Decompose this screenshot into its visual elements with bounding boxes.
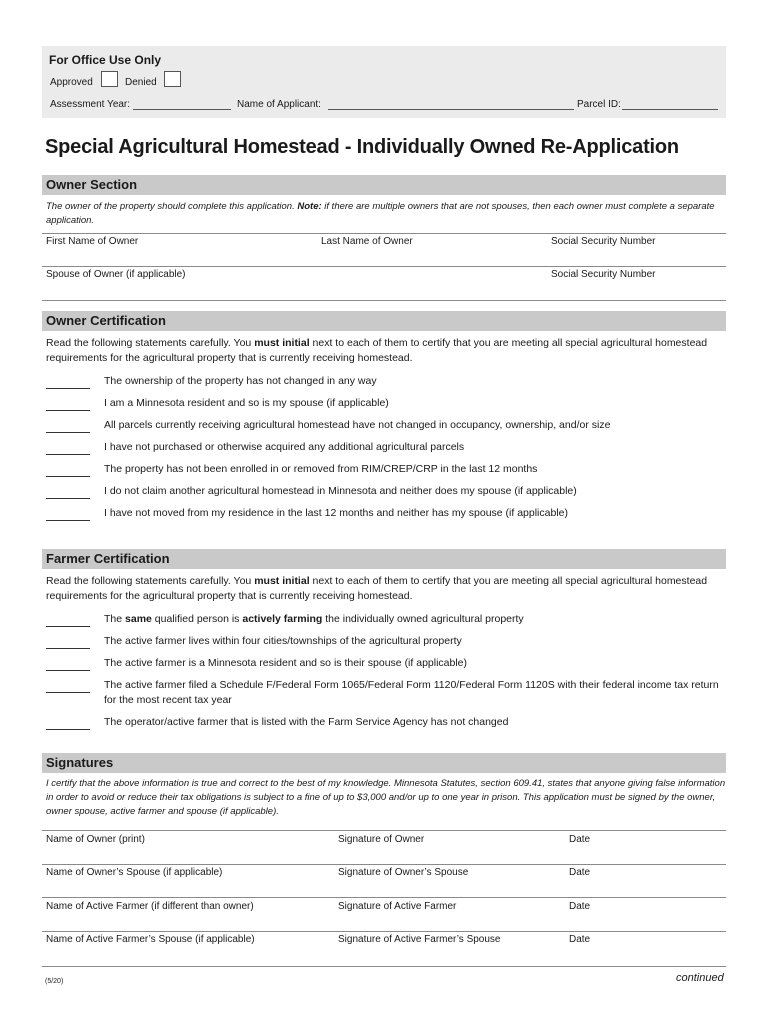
applicant-name-field[interactable]	[328, 108, 574, 110]
farmer-spouse-date-label: Date	[569, 934, 591, 945]
farmer-statement: The active farmer lives within four cities/townships of the agricultural property	[104, 635, 462, 647]
spouse-label: Spouse of Owner (if applicable)	[46, 269, 186, 280]
signatures-heading: Signatures	[46, 755, 114, 770]
spouse-signature-field[interactable]	[42, 897, 726, 898]
farmer-statement: The active farmer filed a Schedule F/Federal Form 1065/Federal Form 1120/Federal Form 1120S with their federal income tax return for the most recent tax year	[104, 679, 719, 706]
initial-field[interactable]	[46, 453, 90, 455]
owner-statement: The property has not been enrolled in or removed from RIM/CREP/CRP in the last 12 months	[104, 463, 538, 475]
divider	[42, 233, 726, 234]
initial-field[interactable]	[46, 625, 90, 627]
assessment-year-label: Assessment Year:	[50, 99, 131, 110]
initial-field[interactable]	[46, 409, 90, 411]
denied-label: Denied	[125, 77, 157, 88]
farmer-spouse-signature-field[interactable]	[42, 966, 726, 967]
signatures-band	[42, 753, 726, 773]
owner-date-label: Date	[569, 834, 591, 845]
initial-field[interactable]	[46, 691, 90, 693]
farmer-spouse-name-label: Name of Active Farmer’s Spouse (if applicable)	[46, 934, 255, 945]
approved-checkbox[interactable]	[101, 71, 118, 87]
farmer-cert-intro: Read the following statements carefully. You must initial next to each of them to certify that you are meeting all special agricultural homestead requirements for the agricultural property that is currently receiving homestead.	[46, 575, 708, 602]
initial-field[interactable]	[46, 519, 90, 521]
denied-checkbox[interactable]	[164, 71, 181, 87]
divider	[42, 830, 726, 831]
assessment-year-field[interactable]	[133, 108, 231, 110]
spouse-field[interactable]	[42, 300, 726, 301]
first-name-label: First Name of Owner	[46, 236, 139, 247]
signatures-statement: I certify that the above information is true and correct to the best of my knowledge. Minnesota Statutes, section 609.41, states that anyone giving false information in order to avoid or reduce their tax obligations is subject to a fine of up to $3,000 and/or up to one year in prison. This application must be signed by the owner, owner spouse, active farmer and spouse (if applicable).	[46, 778, 726, 817]
applicant-name-label: Name of Applicant:	[237, 99, 321, 110]
owner-statement: I have not purchased or otherwise acquired any additional agricultural parcels	[104, 441, 465, 453]
continued-label: continued	[676, 972, 724, 984]
initial-field[interactable]	[46, 387, 90, 389]
farmer-date-label: Date	[569, 901, 591, 912]
farmer-statement: The same qualified person is actively farming the individually owned agricultural property	[104, 613, 524, 625]
initial-field[interactable]	[46, 497, 90, 499]
initial-field[interactable]	[46, 669, 90, 671]
form-revision-code: (5/20)	[45, 978, 64, 985]
owner-instruction: The owner of the property should complete this application. Note: if there are multiple owners that are not spouses, then each owner must complete a separate application.	[46, 201, 715, 226]
owner-section-band	[42, 175, 726, 195]
owner-cert-heading: Owner Certification	[46, 313, 166, 328]
initial-field[interactable]	[46, 475, 90, 477]
office-use-title: For Office Use Only	[49, 53, 162, 67]
farmer-name-label: Name of Active Farmer (if different than owner)	[46, 901, 254, 912]
initial-field[interactable]	[46, 647, 90, 649]
owner-name-label: Name of Owner (print)	[46, 834, 145, 845]
farmer-cert-heading: Farmer Certification	[46, 551, 170, 566]
parcel-id-label: Parcel ID:	[577, 99, 621, 110]
owner-statement: I am a Minnesota resident and so is my spouse (if applicable)	[104, 397, 389, 409]
spouse-signature-label: Signature of Owner’s Spouse	[338, 867, 469, 878]
page-title: Special Agricultural Homestead - Individually Owned Re-Application	[45, 136, 679, 158]
farmer-statement: The operator/active farmer that is listed with the Farm Service Agency has not changed	[104, 716, 509, 728]
farmer-statement: The active farmer is a Minnesota resident and so is their spouse (if applicable)	[104, 657, 468, 669]
owner-statement: I do not claim another agricultural homestead in Minnesota and neither does my spouse (if applicable)	[104, 485, 577, 497]
last-name-label: Last Name of Owner	[321, 236, 413, 247]
owner-statement: I have not moved from my residence in the last 12 months and neither has my spouse (if applicable)	[104, 507, 568, 519]
owner-section-heading: Owner Section	[46, 177, 138, 192]
owner-signature-label: Signature of Owner	[338, 834, 425, 845]
parcel-id-field[interactable]	[622, 108, 718, 110]
initial-field[interactable]	[46, 728, 90, 730]
initial-field[interactable]	[46, 431, 90, 433]
owner-statement: The ownership of the property has not changed in any way	[104, 375, 377, 387]
farmer-signature-label: Signature of Active Farmer	[338, 901, 457, 912]
spouse-date-label: Date	[569, 867, 591, 878]
farmer-spouse-signature-label: Signature of Active Farmer’s Spouse	[338, 934, 501, 945]
spouse-ssn-label: Social Security Number	[551, 269, 656, 280]
owner-cert-intro: Read the following statements carefully. You must initial next to each of them to certify that you are meeting all special agricultural homestead requirements for the agricultural property that is currently receiving homestead.	[46, 337, 708, 364]
spouse-name-label: Name of Owner’s Spouse (if applicable)	[46, 867, 223, 878]
approved-label: Approved	[50, 77, 93, 88]
first-name-field[interactable]	[42, 266, 726, 267]
owner-statement: All parcels currently receiving agricultural homestead have not changed in occupancy, ownership, and/or size	[104, 419, 611, 431]
farmer-signature-field[interactable]	[42, 931, 726, 932]
ssn-label: Social Security Number	[551, 236, 656, 247]
owner-signature-field[interactable]	[42, 864, 726, 865]
